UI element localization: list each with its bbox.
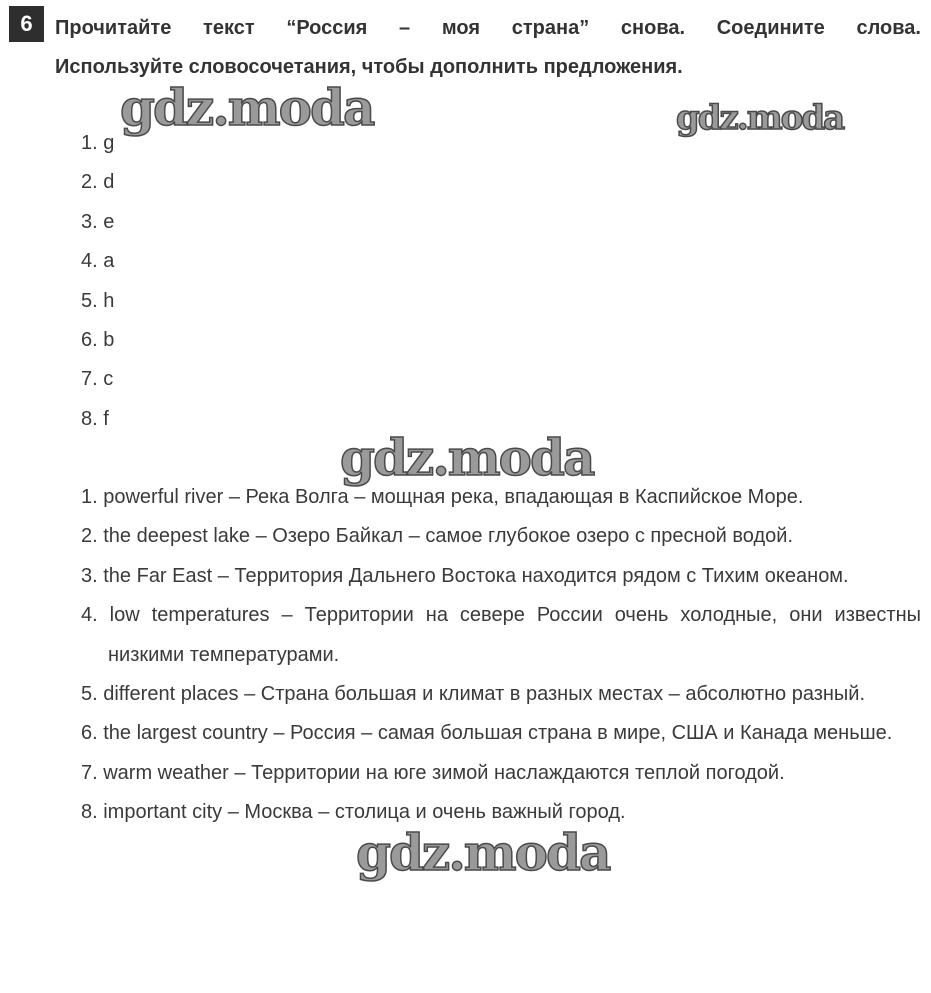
- watermark-logo: gdz.moda: [340, 428, 594, 487]
- list-item: 1. powerful river – Река Волга – мощная река, впадающая в Каспийское Море.: [81, 486, 804, 508]
- list-item: 6. b: [81, 329, 115, 352]
- list-item: 2. the deepest lake – Озеро Байкал – самое глубокое озеро с пресной водой.: [81, 525, 794, 548]
- list-item: 5. different places – Страна большая и климат в разных местах – абсолютно разный.: [81, 683, 866, 706]
- watermark-logo: gdz.moda: [676, 98, 844, 138]
- list-item: 6. the largest country – Россия – самая большая страна в мире, США и Канада меньше.: [81, 722, 893, 745]
- task-instructions: [55, 9, 921, 87]
- list-item: 8. f: [81, 407, 109, 430]
- list-item: 5. h: [81, 289, 115, 312]
- list-item: 8. important city – Москва – столица и очень важный город.: [81, 801, 626, 824]
- list-item: 1. g: [81, 132, 115, 154]
- matching-answers-list: [81, 124, 114, 439]
- list-item: 2. d: [81, 171, 115, 194]
- list-item: 7. warm weather – Территории на юге зимой наслаждаются теплой погодой.: [81, 761, 785, 784]
- list-item: 4. low temperatures – Территории на севере России очень холодные, они известны низкими температурами.: [81, 604, 921, 666]
- task-number-badge: 6: [9, 6, 44, 42]
- sentences-list: [81, 478, 921, 833]
- task-line-1: Прочитайте текст “Россия – моя страна” снова. Соедините слова.: [55, 17, 921, 39]
- list-item: 3. the Far East – Территория Дальнего Востока находится рядом с Тихим океаном.: [81, 564, 849, 587]
- task-line-2: Используйте словосочетания, чтобы дополнить предложения.: [55, 56, 683, 78]
- watermark-logo: gdz.moda: [356, 823, 610, 882]
- list-item: 4. a: [81, 250, 115, 273]
- list-item: 7. c: [81, 368, 114, 391]
- list-item: 3. e: [81, 210, 115, 233]
- watermark-logo: gdz.moda: [120, 78, 374, 137]
